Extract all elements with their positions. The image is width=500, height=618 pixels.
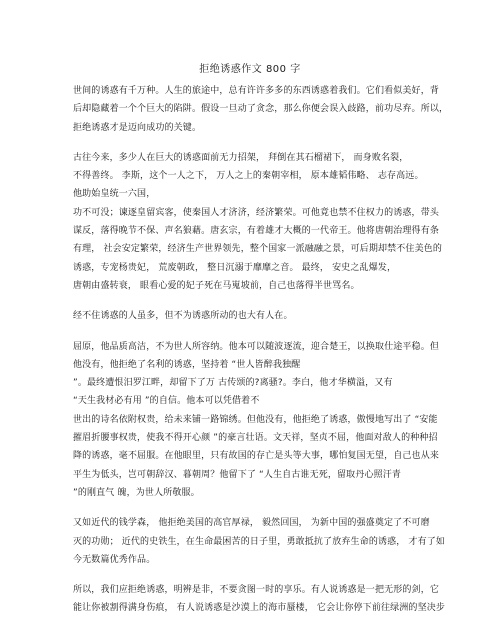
text-line: 所以，我们应拒绝诱惑，明辨是非，不要贪图一时的享乐。有人说诱惑是一把无形的剑，它 (73, 585, 440, 596)
paragraph (73, 514, 446, 569)
text-line: 功不可没；谏逐皇留宾客，使秦国人才济济，经济繁荣。可他竟也禁不住权力的诱惑，带头 (73, 207, 440, 218)
text-line: 有理， 社会安定繁荣，经济生产世界领先，整个国家一派融融之景，可后期却禁不住美色的 (73, 244, 443, 255)
text-line: 后却隐藏着一个个巨大的陷阱。假设一旦动了贪念，那么你便会误入歧路，前功尽弃。所以， (73, 104, 449, 115)
text-line: 今无数篇优秀作品。 (73, 554, 156, 565)
text-line: 世间的诱惑有千万种。人生的旅途中，总有许许多多的东西诱惑着我们。它们看似美好，背 (73, 86, 440, 96)
text-line: 诱惑，专宠杨贵妃， 荒废朝政， 整日沉溺于靡靡之音。 最终， 安史之乱爆发， (73, 262, 397, 273)
text-line: 经不住诱惑的人虽多，但不为诱惑所动的也大有人在。 (73, 311, 293, 322)
essay-body (73, 82, 449, 618)
text-line: 他助始皇统一六国， (73, 189, 156, 200)
paragraph (73, 307, 433, 325)
text-line: ”。最终遭恨汨罗江畔，却留下了万 古传颂的?离骚?。李白，他才华横溢，又有 (73, 378, 393, 389)
text-line: 屈原，他品质高洁，不为世人所容纳。他本可以随波逐流，迎合楚王，以换取仕途平稳。但 (73, 341, 440, 352)
text-line: ”的刚直气 魄，为世人所敬服。 (73, 487, 200, 498)
text-line: 又如近代的钱学森， 他拒绝美国的高官厚禄， 毅然回国， 为新中国的强盛奠定了不可磨 (73, 518, 430, 529)
text-line: “天生我材必有用 ”的自信。他本可以凭借着不 (73, 396, 260, 407)
essay-title: 拒绝诱惑作文 800 字 (199, 64, 301, 75)
paragraph (73, 338, 440, 503)
text-line: 能让你被割得满身伤痕， 有人说诱惑是沙漠上的海市蜃楼， 它会让你停下前往绿洲的坚决步 (73, 603, 446, 614)
paragraph (73, 82, 449, 137)
text-line: 谋反，落得晚节不保、声名狼藉。唐玄宗，有着雄才大概的一代帝王。他将唐朝治理得有条 (73, 226, 440, 237)
text-line: 唐朝由盛转衰， 眼看心爱的妃子死在马嵬坡前，自己也落得半世骂名。 (73, 280, 360, 291)
text-line: 他没有，他拒绝了名利的诱惑，坚持着 “世人皆醉我独醒 (73, 359, 301, 370)
paragraph (73, 581, 446, 618)
paragraph (73, 149, 443, 295)
text-line: 世出的诗名依附权贵，给未来铺一路锦绣。但他没有，他拒绝了诱惑，傲慢地写出了 “安能 (73, 414, 438, 425)
text-line: 古往今来，多少人在巨大的诱惑面前无力招架， 拜倒在其石榴裙下， 而身败名裂， (73, 152, 409, 163)
text-line: 拒绝诱惑才是迈向成功的关键。 (73, 122, 202, 133)
text-line: 平生为低头，岂可朝辞汉、暮朝周？他留下了 “人生自古谁无死，留取丹心照汗青 (73, 469, 402, 480)
text-line: 不得善终。 李斯，这个一人之下， 万人之上的秦朝宰相， 原本雄韬伟略、 志存高远。 (73, 171, 424, 182)
text-line: 降的诱惑，毫不屈服。在他眼里，只有故国的存亡是头等大事，哪怕复国无望，自己也从来 (73, 451, 440, 462)
text-line: 摧眉折腰事权贵，使我不得开心颜 ”的豪言壮语。文天祥，坚贞不屈，他面对敌人的种种招 (73, 433, 438, 444)
text-line: 灭的功勋； 近代的史铁生，在生命最困苦的日子里，勇敢抵抗了放弃生命的诱惑， 才有了如 (73, 536, 446, 547)
